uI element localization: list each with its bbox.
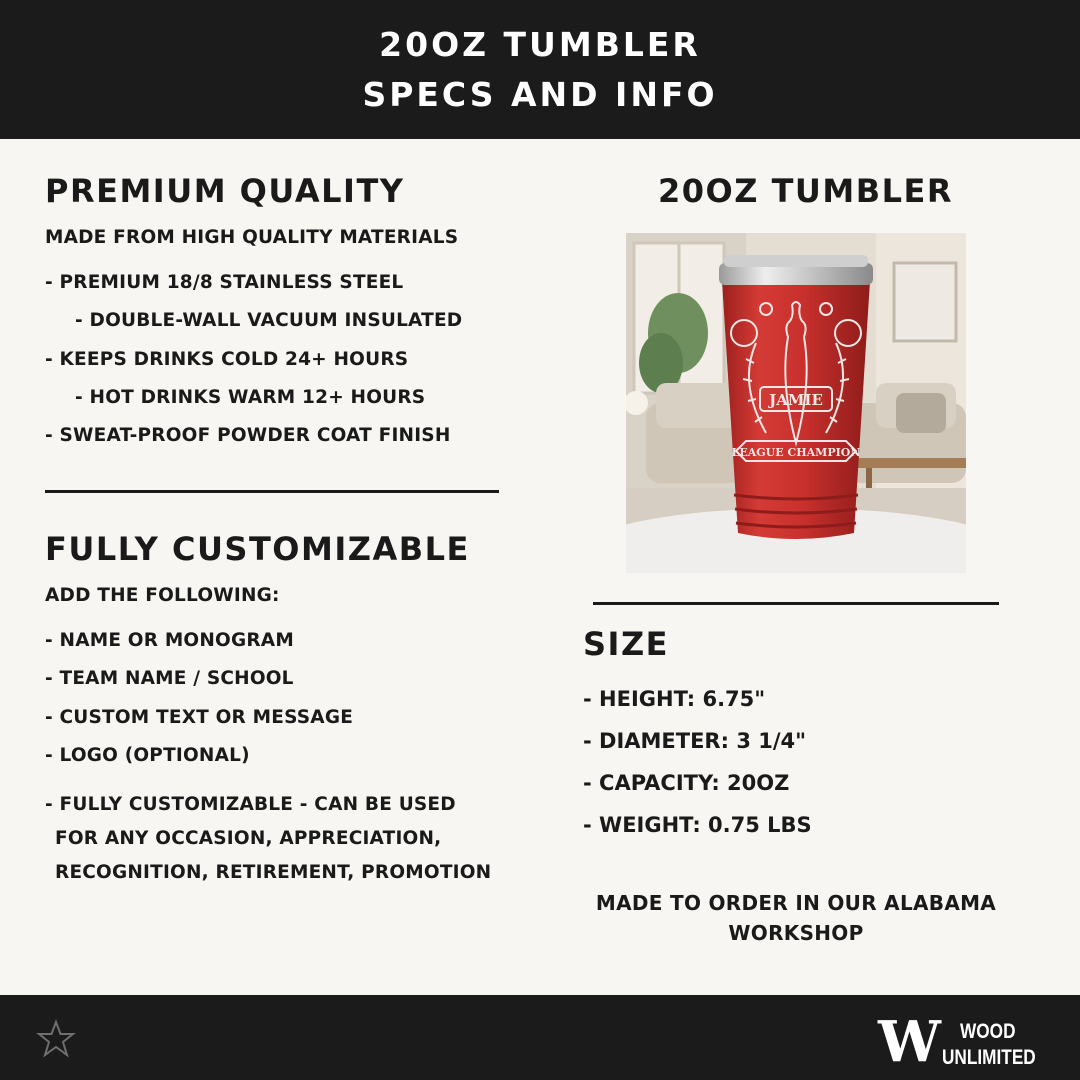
section-divider	[45, 490, 499, 493]
custom-note-line: FOR ANY OCCASION, APPRECIATION,	[55, 828, 442, 849]
made-to-order-text	[580, 888, 1012, 948]
size-item: - WEIGHT: 0.75 LBS	[583, 813, 812, 837]
customizable-intro: ADD THE FOLLOWING:	[45, 585, 280, 606]
made-line1: MADE TO ORDER IN OUR ALABAMA	[595, 891, 997, 915]
w-monogram-icon	[876, 1005, 946, 1071]
custom-item: - NAME OR MONOGRAM	[45, 630, 294, 651]
product-heading: 20OZ TUMBLER	[658, 172, 954, 210]
quality-item: - SWEAT-PROOF POWDER COAT FINISH	[45, 425, 451, 446]
size-item: - CAPACITY: 20OZ	[583, 771, 790, 795]
wood-unlimited-logo	[876, 1005, 1056, 1071]
premium-quality-intro: MADE FROM HIGH QUALITY MATERIALS	[45, 227, 459, 248]
size-item: - HEIGHT: 6.75"	[583, 687, 766, 711]
size-heading: SIZE	[583, 625, 670, 663]
engraving-name: JAMIE	[769, 391, 823, 409]
header-title-line2: SPECS AND INFO	[362, 74, 718, 114]
quality-item: - HOT DRINKS WARM 12+ HOURS	[75, 387, 426, 408]
size-item: - DIAMETER: 3 1/4"	[583, 729, 807, 753]
star-icon	[36, 1019, 76, 1059]
custom-item: - TEAM NAME / SCHOOL	[45, 668, 294, 689]
premium-quality-heading: PREMIUM QUALITY	[45, 172, 405, 210]
custom-item: - LOGO (OPTIONAL)	[45, 745, 250, 766]
footer-bar	[0, 995, 1080, 1080]
brand-line2: UNLIMITED	[942, 1046, 1036, 1069]
quality-item: - PREMIUM 18/8 STAINLESS STEEL	[45, 272, 404, 293]
product-photo	[626, 233, 966, 573]
made-line2: WORKSHOP	[728, 921, 864, 945]
header-banner	[0, 0, 1080, 139]
custom-note-line: RECOGNITION, RETIREMENT, PROMOTION	[55, 862, 492, 883]
fully-customizable-heading: FULLY CUSTOMIZABLE	[45, 530, 470, 568]
svg-text:W: W	[878, 1009, 941, 1071]
quality-item: - DOUBLE-WALL VACUUM INSULATED	[75, 310, 463, 331]
section-divider	[593, 602, 999, 605]
brand-line1: WOOD	[960, 1020, 1016, 1043]
quality-item: - KEEPS DRINKS COLD 24+ HOURS	[45, 349, 409, 370]
custom-item: - CUSTOM TEXT OR MESSAGE	[45, 707, 354, 728]
header-title-line1: 20OZ TUMBLER	[379, 24, 701, 64]
engraving-banner: LEAGUE CHAMPION	[731, 446, 861, 459]
custom-note-line: - FULLY CUSTOMIZABLE - CAN BE USED	[45, 794, 456, 815]
